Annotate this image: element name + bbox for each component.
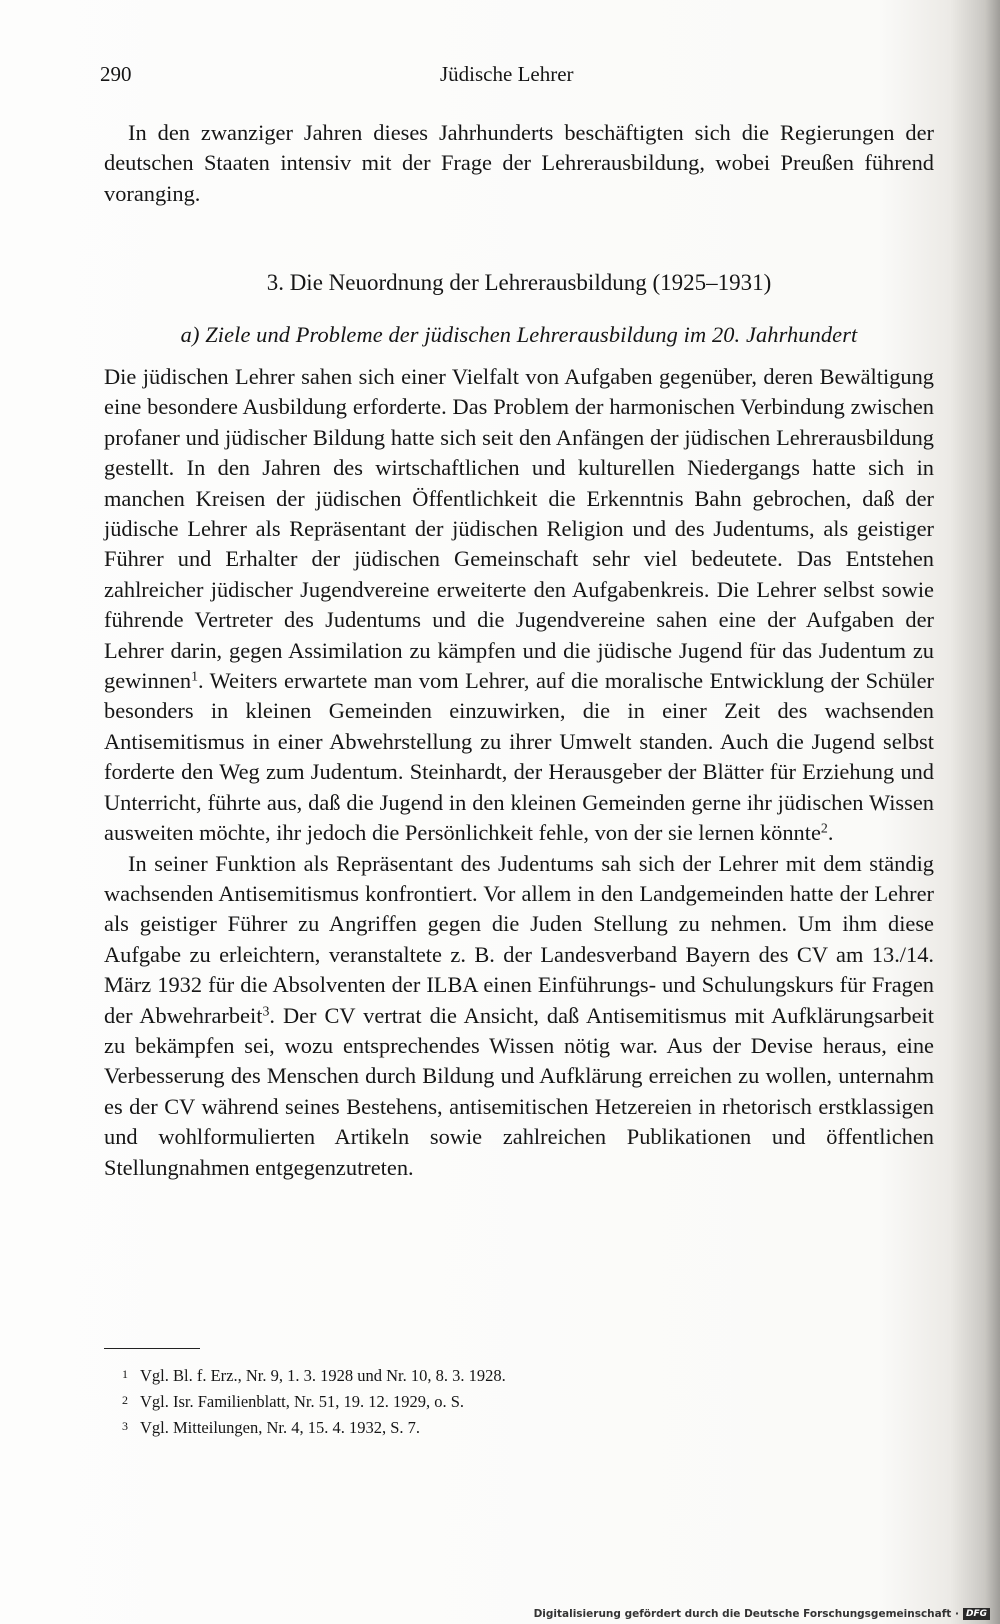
body-paragraph-1 xyxy=(104,362,934,849)
footnote-number: 2 xyxy=(122,1393,128,1407)
paragraph-1-text-b: . Weiters erwartete man vom Lehrer, auf die moralische Entwicklung der Schüler besonders in kleinen Gemeinden einzuwirken, die in einer Zeit des wachsenden Antisemitismus in einer Abwehrstellung zu ihrer Umwelt standen. Auch die Jugend selbst forderte den Weg zum Judentum. Steinhardt, der Herausgeber der Blätter für Erziehung und Unterricht, führte aus, daß die Jugend in den kleinen Gemeinden gerne ihr jüdischen Wissen ausweiten möchte, ihr jedoch die Persönlichkeit fehle, von der sie lernen könnte xyxy=(104,668,934,846)
subsection-heading: a) Ziele und Probleme der jüdischen Lehrerausbildung im 20. Jahrhundert xyxy=(180,322,858,347)
footnote-text: Vgl. Isr. Familienblatt, Nr. 51, 19. 12. 1929, o. S. xyxy=(140,1392,465,1411)
digitization-banner xyxy=(534,1608,990,1620)
intro-section xyxy=(104,118,934,209)
footnote-2 xyxy=(122,1388,882,1414)
footnote-number: 1 xyxy=(122,1367,128,1381)
footnote-number: 3 xyxy=(122,1419,128,1433)
footnote-3 xyxy=(122,1414,882,1440)
dfg-logo: DFG xyxy=(963,1608,990,1620)
paragraph-2-text-a: In seiner Funktion als Repräsentant des Judentums sah sich der Lehrer mit dem ständig wachsenden Antisemitismus konfrontiert. Vor allem in den Landgemeinden hatte der Lehrer als geistiger Führer zu Angriffen gegen die Juden Stellung zu nehmen. Um ihm diese Aufgabe zu erleichtern, veranstaltete z. B. der Landesverband Bayern des CV am 13./14. März 1932 für die Absolventen der ILBA einen Einführungs- und Schulungskurs für Fragen der Abwehrarbeit xyxy=(104,850,934,1028)
paragraph-1-text-a: Die jüdischen Lehrer sahen sich einer Vielfalt von Aufgaben gegenüber, deren Bewältigung eine besondere Ausbildung erforderte. Das Problem der harmonischen Verbindung zwischen profaner und jüdischer Bildung hatte sich seit den Anfängen der jüdischen Lehrerausbildung gestellt. In den Jahren des wirtschaftlichen und kulturellen Niedergangs hatte sich in manchen Kreisen der jüdischen Öffentlichkeit die Erkenntnis Bahn gebrochen, daß der jüdische Lehrer als Repräsentant der jüdischen Religion und des Judentums, als geistiger Führer und Erhalter der jüdischen Gemeinschaft sehr viel bedeutete. Das Entstehen zahlreicher jüdischer Jugendvereine erweiterte den Aufgabenkreis. Die Lehrer selbst sowie führende Vertreter des Judentums und die Jugendvereine sahen eine der Aufgaben der Lehrer darin, gegen Assimilation zu kämpfen und die jüdische Jugend für das Judentum zu gewinnen xyxy=(104,364,934,694)
footnote-divider xyxy=(104,1348,200,1349)
page-number: 290 xyxy=(100,62,132,86)
paragraph-2-text-b: . Der CV vertrat die Ansicht, daß Antisemitismus mit Aufklärungsarbeit zu bekämpfen sei, wozu entsprechendes Wissen nötig war. Aus der Devise heraus, eine Verbesserung des Menschen durch Bildung und Aufklärung erreichen zu wollen, unternahm es der CV während seines Bestehens, antisemitischen Hetzereien in rhetorisch erstklassigen und wohlformulierten Artikeln sowie zahlreichen Publikationen und öffentlichen Stellungnahmen entgegenzutreten. xyxy=(104,1002,935,1180)
footnote-ref-1[interactable]: 1 xyxy=(191,669,198,685)
footnote-ref-2[interactable]: 2 xyxy=(820,821,828,837)
paragraph-1-text-c: . xyxy=(827,820,834,846)
footnote-text: Vgl. Bl. f. Erz., Nr. 9, 1. 3. 1928 und Nr. 10, 8. 3. 1928. xyxy=(140,1366,506,1385)
footnote-ref-3[interactable]: 3 xyxy=(262,1003,270,1019)
section-heading: 3. Die Neuordnung der Lehrerausbildung (1925–1931) xyxy=(266,270,772,295)
running-head xyxy=(100,62,930,94)
footnote-text: Vgl. Mitteilungen, Nr. 4, 15. 4. 1932, S. 7. xyxy=(140,1418,421,1437)
main-text xyxy=(104,362,934,1183)
footnote-1 xyxy=(122,1362,882,1388)
running-title: Jüdische Lehrer xyxy=(440,62,574,86)
digitization-text: Digitalisierung gefördert durch die Deutsche Forschungsgemeinschaft · xyxy=(533,1608,959,1620)
body-paragraph-2 xyxy=(104,849,934,1183)
intro-paragraph: In den zwanziger Jahren dieses Jahrhunderts beschäftigten sich die Regierungen der deutschen Staaten intensiv mit der Frage der Lehrerausbildung, wobei Preußen führend voranging. xyxy=(104,120,934,206)
footnotes xyxy=(122,1362,882,1440)
